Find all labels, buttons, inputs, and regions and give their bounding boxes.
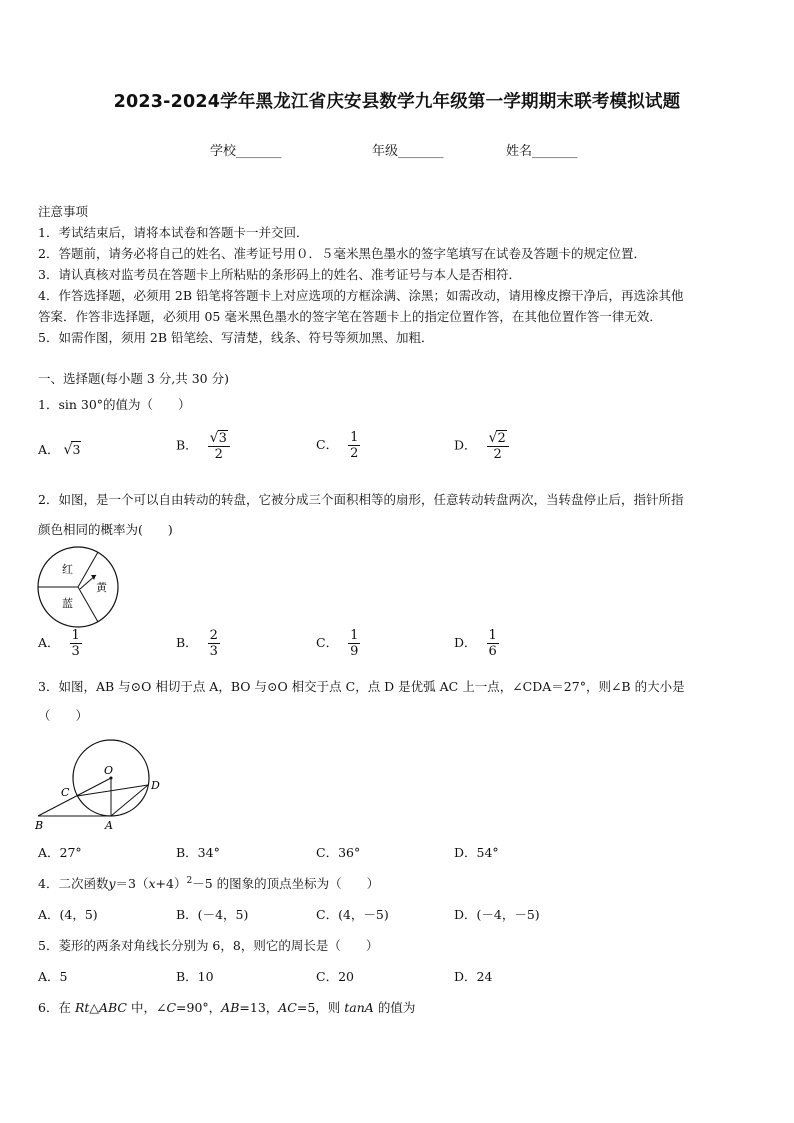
q1-option-c	[316, 430, 360, 461]
q2-option-c	[316, 628, 360, 659]
option-label: C．	[316, 635, 339, 650]
q3-stem: 3．如图，AB 与⊙O 相切于点 A，BO 与⊙O 相交于点 C，点 D 是优弧 AC 上一点，∠CDA＝27°，则∠B 的大小是	[38, 679, 685, 694]
denominator: 3	[209, 644, 218, 659]
fraction: $\frac{√2}{2}$	[487, 430, 509, 462]
math-term: C	[166, 1000, 177, 1015]
point-label-b: B	[35, 819, 44, 832]
point-label-c: C	[61, 786, 70, 799]
q4-option-b: B．(－4，5)	[176, 907, 249, 922]
notice-item: 5．如需作图，须用 2B 铅笔绘、写清楚，线条、符号等须加黑、加粗．	[38, 330, 434, 345]
stem-text: =13，	[239, 1000, 279, 1015]
stem-text: =5，则	[296, 1000, 345, 1015]
var-x: x	[148, 876, 156, 891]
fraction	[348, 430, 360, 461]
page-title: 2023-2024学年黑龙江省庆安县数学九年级第一学期期末联考模拟试题	[113, 92, 681, 112]
q1-option-b	[176, 430, 230, 462]
denominator: 3	[71, 644, 80, 659]
name-field: 姓名_______	[506, 144, 578, 159]
numerator: 2	[497, 431, 506, 446]
q2-stem-cont: 颜色相同的概率为( )	[38, 522, 173, 537]
q1-option-a	[38, 440, 81, 458]
q4-option-d: D．(－4，－5)	[454, 907, 540, 922]
math-term: Rt△ABC	[74, 1000, 127, 1015]
stem-text: 中，∠	[127, 1000, 167, 1015]
numerator: 1	[488, 628, 497, 643]
sector-divider	[78, 587, 98, 622]
numerator: 3	[218, 431, 227, 446]
math-term: tanA	[344, 1000, 374, 1015]
denominator: 9	[350, 644, 359, 659]
option-value: 3	[72, 442, 81, 457]
q5-option-c: C．20	[316, 969, 354, 984]
option-label: C．	[316, 437, 339, 452]
option-label: D．	[454, 437, 477, 453]
option-label: A．	[38, 635, 60, 650]
stem-text: 的值为	[373, 1000, 416, 1015]
stem-text: 6．在	[38, 1000, 75, 1015]
q2-option-a	[38, 628, 82, 659]
q6-stem	[38, 998, 415, 1016]
circle-tangent-figure	[30, 732, 170, 832]
q2-option-b	[176, 628, 220, 659]
sector-label-blue: 蓝	[62, 597, 73, 610]
notice-item: 2．答题前，请务必将自己的姓名、准考证号用０．５毫米黑色墨水的签字笔填写在试卷及答题卡的规定位置．	[38, 246, 646, 261]
option-label: A．	[38, 442, 60, 457]
stem-text: +4）	[155, 876, 187, 891]
notice-item: 1．考试结束后，请将本试卷和答题卡一并交回．	[38, 225, 309, 240]
school-field: 学校_______	[210, 144, 282, 159]
fraction	[348, 628, 360, 659]
option-label: B．	[176, 635, 198, 650]
q2-option-d	[454, 628, 499, 659]
section-heading: 一、选择题(每小题 3 分,共 30 分)	[38, 371, 229, 386]
math-term: AC	[278, 1000, 297, 1015]
exponent: 2	[186, 875, 193, 886]
stem-text: =90°，	[176, 1000, 222, 1015]
q3-stem-cont: （ ）	[38, 708, 89, 723]
notice-heading: 注意事项	[38, 204, 89, 219]
q2-stem: 2．如图，是一个可以自由转动的转盘，它被分成三个面积相等的扇形，任意转动转盘两次，当转盘停止后，指针所指	[38, 492, 684, 507]
q5-option-a: A．5	[38, 969, 68, 984]
grade-field: 年级_______	[372, 144, 444, 159]
point-label-a: A	[105, 819, 113, 832]
denominator: 2	[493, 447, 502, 462]
sqrt-sign: √	[63, 442, 73, 458]
segment-bo	[38, 778, 111, 816]
point-label-d: D	[151, 779, 160, 792]
q4-option-c: C．(4，－5)	[316, 907, 389, 922]
q1-stem: 1．sin 30°的值为（ ）	[38, 397, 191, 412]
notice-item: 答案．作答非选择题，必须用 05 毫米黑色墨水的签字笔在答题卡上的指定位置作答，在其他位置作答一律无效．	[38, 309, 662, 324]
denominator: 6	[488, 644, 497, 659]
fraction	[70, 628, 82, 659]
q5-stem: 5．菱形的两条对角线长分别为 6，8，则它的周长是（ ）	[38, 938, 379, 953]
point-label-o: O	[104, 764, 114, 777]
spinner-figure	[36, 545, 126, 635]
q5-option-b: B．10	[176, 969, 214, 984]
q4-stem	[38, 874, 379, 892]
option-label: D．	[454, 635, 477, 650]
fraction: $\frac{√3}{2}$	[208, 430, 230, 462]
sector-label-red: 红	[62, 563, 73, 576]
stem-text: －5 的图象的顶点坐标为（ ）	[192, 876, 380, 891]
denominator: 2	[350, 446, 359, 461]
q3-option-a: A．27°	[38, 845, 82, 860]
q3-option-d: D．54°	[454, 845, 499, 860]
numerator: 1	[350, 628, 359, 643]
sector-label-yellow: 黄	[96, 581, 107, 594]
numerator: 1	[71, 628, 80, 643]
option-label: B．	[176, 437, 198, 453]
q3-option-c: C．36°	[316, 845, 361, 860]
numerator: 2	[209, 628, 218, 643]
numerator: 1	[350, 430, 359, 445]
q5-option-d: D．24	[454, 969, 493, 984]
q1-option-d	[454, 430, 509, 462]
math-term: AB	[221, 1000, 240, 1015]
notice-item: 3．请认真核对监考员在答题卡上所粘贴的条形码上的姓名、准考证号与本人是否相符．	[38, 267, 521, 282]
denominator: 2	[214, 447, 223, 462]
stem-text: ＝3（	[115, 876, 149, 891]
q4-option-a: A．(4，5)	[38, 907, 98, 922]
stem-text: 4．二次函数	[38, 876, 109, 891]
fraction	[208, 628, 220, 659]
fraction	[487, 628, 499, 659]
notice-item: 4．作答选择题，必须用 2B 铅笔将答题卡上对应选项的方框涂满、涂黑；如需改动，请用橡皮擦干净后，再选涂其他	[38, 288, 684, 303]
q3-option-b: B．34°	[176, 845, 220, 860]
var-y: y	[108, 876, 116, 891]
